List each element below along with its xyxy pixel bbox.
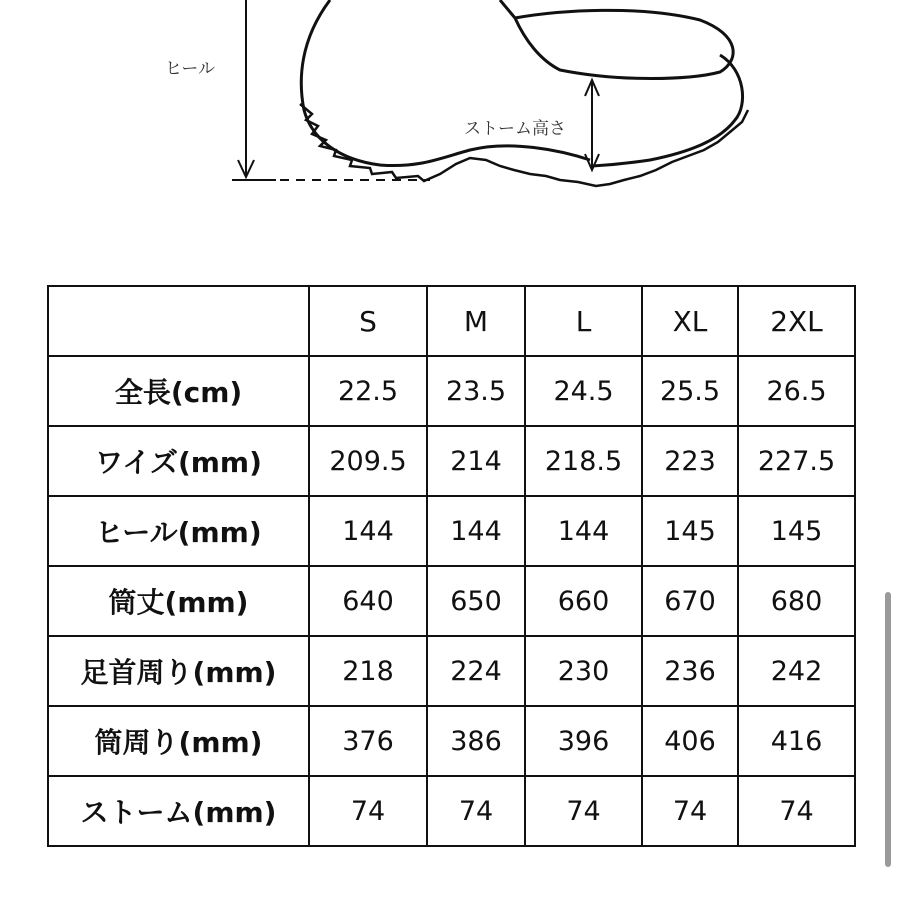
- table-cell: 386: [427, 706, 525, 776]
- table-cell: 376: [309, 706, 427, 776]
- header-size-xl: XL: [642, 286, 738, 356]
- header-size-m: M: [427, 286, 525, 356]
- header-size-l: L: [525, 286, 642, 356]
- table-cell: 25.5: [642, 356, 738, 426]
- size-chart-table: [47, 285, 856, 847]
- boot-outline-drawing: [0, 0, 900, 230]
- table-cell: 227.5: [738, 426, 855, 496]
- row-label: ワイズ(mm): [48, 426, 309, 496]
- storm-height-label: ストーム高さ: [464, 119, 566, 139]
- table-cell: 640: [309, 566, 427, 636]
- table-cell: 74: [525, 776, 642, 846]
- table-cell: 74: [642, 776, 738, 846]
- table-cell: 406: [642, 706, 738, 776]
- boot-body-curve: [301, 0, 590, 166]
- table-row: [48, 776, 855, 846]
- table-cell: 396: [525, 706, 642, 776]
- row-label: 足首周り(mm): [48, 636, 309, 706]
- header-size-2xl: 2XL: [738, 286, 855, 356]
- row-label: 筒丈(mm): [48, 566, 309, 636]
- table-cell: 416: [738, 706, 855, 776]
- table-row: [48, 496, 855, 566]
- boot-toe-curve: [500, 0, 733, 79]
- vertical-scrollbar[interactable]: [885, 592, 891, 867]
- table-cell: 26.5: [738, 356, 855, 426]
- table-cell: 24.5: [525, 356, 642, 426]
- table-cell: 144: [525, 496, 642, 566]
- row-label: ストーム(mm): [48, 776, 309, 846]
- table-cell: 218.5: [525, 426, 642, 496]
- boot-measurement-diagram: [0, 0, 900, 230]
- table-cell: 74: [738, 776, 855, 846]
- header-corner-cell: [48, 286, 309, 356]
- table-row: [48, 356, 855, 426]
- table-row: [48, 636, 855, 706]
- table-cell: 230: [525, 636, 642, 706]
- table-cell: 145: [642, 496, 738, 566]
- table-cell: 224: [427, 636, 525, 706]
- table-cell: 144: [309, 496, 427, 566]
- table-cell: 242: [738, 636, 855, 706]
- table-cell: 236: [642, 636, 738, 706]
- table-row: [48, 566, 855, 636]
- table-cell: 22.5: [309, 356, 427, 426]
- table-cell: 218: [309, 636, 427, 706]
- table-header-row: [48, 286, 855, 356]
- table-cell: 223: [642, 426, 738, 496]
- heel-label: ヒール: [165, 59, 215, 79]
- table-cell: 660: [525, 566, 642, 636]
- row-label: 筒周り(mm): [48, 706, 309, 776]
- row-label: ヒール(mm): [48, 496, 309, 566]
- table-cell: 680: [738, 566, 855, 636]
- table-cell: 74: [427, 776, 525, 846]
- row-label: 全長(cm): [48, 356, 309, 426]
- table-cell: 23.5: [427, 356, 525, 426]
- table-cell: 74: [309, 776, 427, 846]
- table-cell: 214: [427, 426, 525, 496]
- table-row: [48, 426, 855, 496]
- table-cell: 670: [642, 566, 738, 636]
- table-cell: 145: [738, 496, 855, 566]
- table-cell: 650: [427, 566, 525, 636]
- table-cell: 144: [427, 496, 525, 566]
- table-cell: 209.5: [309, 426, 427, 496]
- header-size-s: S: [309, 286, 427, 356]
- table-row: [48, 706, 855, 776]
